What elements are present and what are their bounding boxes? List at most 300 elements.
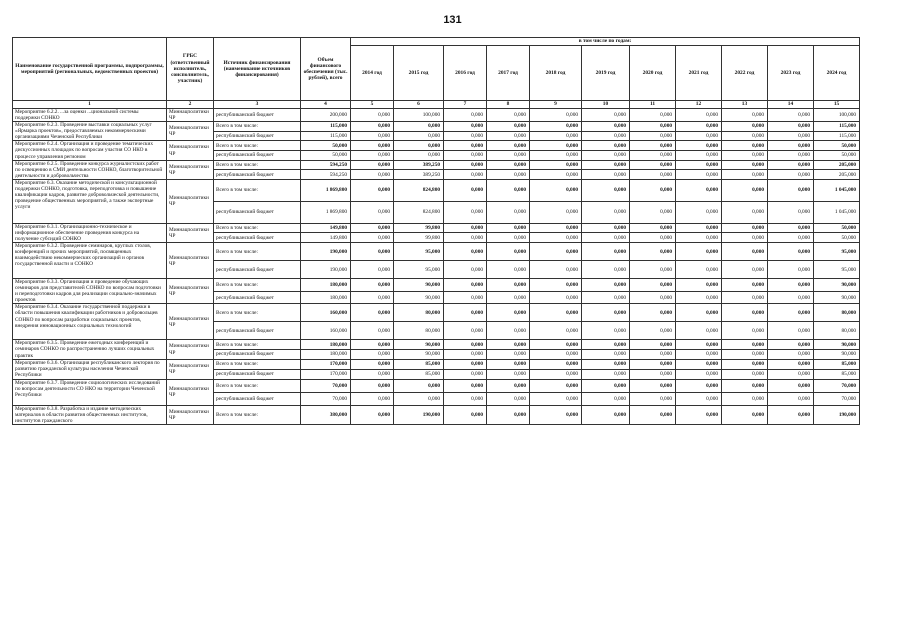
year-value-cell: 0,000 — [722, 322, 768, 340]
year-value-cell: 0,000 — [351, 160, 394, 170]
header-year: 2016 год — [444, 46, 487, 101]
source-cell: Всего в том числе: — [214, 179, 301, 201]
year-value-cell: 0,000 — [487, 233, 530, 243]
year-value-cell: 0,000 — [676, 291, 722, 304]
column-number: 7 — [444, 101, 487, 109]
year-value-cell: 0,000 — [351, 392, 394, 405]
total-cell: 1 869,800 — [301, 201, 351, 223]
year-value-cell: 0,000 — [582, 322, 630, 340]
year-value-cell: 0,000 — [768, 340, 814, 350]
year-value-cell: 0,000 — [630, 201, 676, 223]
year-value-cell: 0,000 — [487, 201, 530, 223]
year-value-cell: 0,000 — [722, 109, 768, 122]
year-value-cell: 0,000 — [582, 291, 630, 304]
year-value-cell: 0,000 — [487, 170, 530, 180]
year-value-cell: 0,000 — [351, 233, 394, 243]
year-value-cell: 0,000 — [351, 131, 394, 141]
source-cell: Всего в том числе: — [214, 279, 301, 292]
year-value-cell: 0,000 — [487, 350, 530, 360]
year-value-cell: 0,000 — [630, 160, 676, 170]
total-cell: 170,000 — [301, 359, 351, 369]
year-value-cell: 0,000 — [444, 233, 487, 243]
year-value-cell: 0,000 — [530, 279, 582, 292]
year-value-cell: 100,000 — [394, 109, 444, 122]
total-cell: 180,000 — [301, 340, 351, 350]
year-value-cell: 0,000 — [530, 179, 582, 201]
grbs-cell: Миннацполитики ЧР — [167, 340, 214, 359]
year-value-cell: 0,000 — [630, 291, 676, 304]
year-value-cell: 0,000 — [351, 201, 394, 223]
column-number: 15 — [814, 101, 860, 109]
grbs-cell: Миннацполитики ЧР — [167, 109, 214, 122]
header-grbs: ГРБС (ответственный исполнитель, соисполнитель, участник) — [167, 38, 214, 101]
year-value-cell: 90,000 — [394, 340, 444, 350]
total-cell: 594,250 — [301, 170, 351, 180]
source-cell: Всего в том числе: — [214, 304, 301, 322]
column-number: 2 — [167, 101, 214, 109]
year-value-cell: 0,000 — [487, 392, 530, 405]
grbs-cell: Миннацполитики ЧР — [167, 279, 214, 304]
grbs-cell: Миннацполитики ЧР — [167, 141, 214, 160]
year-value-cell: 99,800 — [394, 223, 444, 233]
year-value-cell: 0,000 — [630, 369, 676, 379]
grbs-cell: Миннацполитики ЧР — [167, 122, 214, 141]
year-value-cell: 0,000 — [351, 291, 394, 304]
year-value-cell: 0,000 — [676, 350, 722, 360]
year-value-cell: 100,000 — [814, 109, 860, 122]
year-value-cell: 0,000 — [768, 379, 814, 392]
header-year: 2022 год — [722, 46, 768, 101]
year-value-cell: 190,000 — [814, 405, 860, 424]
header-year: 2014 год — [351, 46, 394, 101]
year-value-cell: 0,000 — [676, 405, 722, 424]
column-number: 5 — [351, 101, 394, 109]
total-cell: 115,000 — [301, 131, 351, 141]
year-value-cell: 0,000 — [444, 109, 487, 122]
year-value-cell: 0,000 — [630, 279, 676, 292]
year-value-cell: 0,000 — [394, 151, 444, 161]
column-number: 3 — [214, 101, 301, 109]
year-value-cell: 0,000 — [487, 243, 530, 261]
year-value-cell: 0,000 — [722, 141, 768, 151]
year-value-cell: 0,000 — [630, 304, 676, 322]
year-value-cell: 0,000 — [351, 170, 394, 180]
year-value-cell: 0,000 — [444, 170, 487, 180]
year-value-cell: 0,000 — [676, 109, 722, 122]
source-cell: Всего в том числе: — [214, 379, 301, 392]
year-value-cell: 0,000 — [530, 392, 582, 405]
table-row — [13, 109, 860, 122]
year-value-cell: 0,000 — [394, 122, 444, 132]
year-value-cell: 0,000 — [582, 243, 630, 261]
year-value-cell: 0,000 — [676, 243, 722, 261]
source-cell: республиканский бюджет — [214, 291, 301, 304]
activity-name: Мероприятие 6.3.4. Оказание государственной поддержки в области повышения квалификации работников и добровольцев СОНКО по вопросам разработки социальных проектов, внедрения инновационных социальных технологий — [13, 304, 167, 340]
year-value-cell: 0,000 — [444, 340, 487, 350]
year-value-cell: 0,000 — [582, 141, 630, 151]
year-value-cell: 0,000 — [530, 379, 582, 392]
year-value-cell: 0,000 — [768, 261, 814, 279]
table-row — [13, 340, 860, 350]
year-value-cell: 0,000 — [630, 359, 676, 369]
year-value-cell: 90,000 — [814, 291, 860, 304]
year-value-cell: 80,000 — [814, 322, 860, 340]
year-value-cell: 0,000 — [676, 141, 722, 151]
year-value-cell: 85,000 — [814, 359, 860, 369]
source-cell: республиканский бюджет — [214, 261, 301, 279]
year-value-cell: 50,000 — [814, 223, 860, 233]
year-value-cell: 0,000 — [444, 322, 487, 340]
column-number: 4 — [301, 101, 351, 109]
year-value-cell: 0,000 — [676, 233, 722, 243]
year-value-cell: 0,000 — [722, 233, 768, 243]
year-value-cell: 0,000 — [394, 392, 444, 405]
total-cell: 190,000 — [301, 243, 351, 261]
column-number: 10 — [582, 101, 630, 109]
year-value-cell: 0,000 — [768, 359, 814, 369]
activity-name: Мероприятие 6.3.2. Проведение семинаров, круглых столов, конференций и прочих мероприятий, посвященных взаимодействию некоммерческих организаций и органов государственной власти и СОНКО — [13, 243, 167, 279]
year-value-cell: 0,000 — [487, 261, 530, 279]
year-value-cell: 0,000 — [530, 350, 582, 360]
year-value-cell: 0,000 — [582, 170, 630, 180]
year-value-cell: 0,000 — [582, 109, 630, 122]
year-value-cell: 0,000 — [444, 350, 487, 360]
year-value-cell: 0,000 — [351, 141, 394, 151]
header-year: 2018 год — [530, 46, 582, 101]
year-value-cell: 0,000 — [530, 141, 582, 151]
year-value-cell: 0,000 — [444, 201, 487, 223]
year-value-cell: 205,000 — [814, 170, 860, 180]
table-row — [13, 405, 860, 424]
year-value-cell: 0,000 — [444, 223, 487, 233]
activity-name: Мероприятие 6.3.1. Организационно-техническое и информационное обеспечение проведения конкурса на получение субсидий СОНКО — [13, 223, 167, 242]
total-cell: 190,000 — [301, 261, 351, 279]
year-value-cell: 0,000 — [487, 179, 530, 201]
year-value-cell: 0,000 — [630, 405, 676, 424]
year-value-cell: 0,000 — [676, 369, 722, 379]
activity-name: Мероприятие 6.2.2. ...за оценки ...циональной системы поддержки СОНКО — [13, 109, 167, 122]
source-cell: республиканский бюджет — [214, 322, 301, 340]
year-value-cell: 0,000 — [444, 243, 487, 261]
grbs-cell: Миннацполитики ЧР — [167, 379, 214, 405]
year-value-cell: 0,000 — [487, 359, 530, 369]
year-value-cell: 0,000 — [768, 350, 814, 360]
year-value-cell: 0,000 — [722, 160, 768, 170]
year-value-cell: 0,000 — [768, 322, 814, 340]
total-cell: 180,000 — [301, 279, 351, 292]
year-value-cell: 0,000 — [722, 261, 768, 279]
year-value-cell: 0,000 — [582, 223, 630, 233]
year-value-cell: 0,000 — [351, 151, 394, 161]
year-value-cell: 0,000 — [351, 359, 394, 369]
year-value-cell: 0,000 — [444, 122, 487, 132]
column-number: 11 — [630, 101, 676, 109]
year-value-cell: 0,000 — [722, 392, 768, 405]
year-value-cell: 0,000 — [768, 170, 814, 180]
year-value-cell: 0,000 — [394, 141, 444, 151]
total-cell: 70,000 — [301, 379, 351, 392]
year-value-cell: 95,000 — [394, 243, 444, 261]
year-value-cell: 0,000 — [768, 279, 814, 292]
year-value-cell: 0,000 — [676, 131, 722, 141]
table-row — [13, 179, 860, 201]
source-cell: республиканский бюджет — [214, 369, 301, 379]
financing-table — [12, 37, 860, 425]
year-value-cell: 0,000 — [722, 243, 768, 261]
total-cell: 149,800 — [301, 223, 351, 233]
year-value-cell: 80,000 — [394, 322, 444, 340]
year-value-cell: 0,000 — [582, 233, 630, 243]
year-value-cell: 0,000 — [530, 322, 582, 340]
year-value-cell: 0,000 — [676, 322, 722, 340]
year-value-cell: 0,000 — [487, 379, 530, 392]
year-value-cell: 0,000 — [630, 379, 676, 392]
year-value-cell: 0,000 — [630, 350, 676, 360]
year-value-cell: 0,000 — [444, 160, 487, 170]
year-value-cell: 0,000 — [630, 261, 676, 279]
year-value-cell: 90,000 — [814, 350, 860, 360]
activity-name: Мероприятие 6.3.6. Организация республиканского лектория по развитию гражданской культуры населения Чеченской Республики — [13, 359, 167, 379]
source-cell: Всего в том числе: — [214, 340, 301, 350]
year-value-cell: 0,000 — [351, 279, 394, 292]
grbs-cell: Миннацполитики ЧР — [167, 160, 214, 179]
grbs-cell: Миннацполитики ЧР — [167, 223, 214, 242]
year-value-cell: 0,000 — [768, 243, 814, 261]
column-number: 6 — [394, 101, 444, 109]
year-value-cell: 0,000 — [582, 350, 630, 360]
source-cell: республиканский бюджет — [214, 151, 301, 161]
year-value-cell: 0,000 — [676, 392, 722, 405]
year-value-cell: 0,000 — [487, 141, 530, 151]
year-value-cell: 90,000 — [394, 279, 444, 292]
total-cell: 160,000 — [301, 322, 351, 340]
year-value-cell: 0,000 — [351, 223, 394, 233]
table-row — [13, 243, 860, 261]
year-value-cell: 50,000 — [814, 141, 860, 151]
year-value-cell: 115,000 — [814, 131, 860, 141]
year-value-cell: 0,000 — [444, 279, 487, 292]
column-number: 8 — [487, 101, 530, 109]
year-value-cell: 0,000 — [768, 304, 814, 322]
year-value-cell: 0,000 — [722, 350, 768, 360]
year-value-cell: 0,000 — [722, 304, 768, 322]
year-value-cell: 0,000 — [768, 141, 814, 151]
year-value-cell: 0,000 — [530, 151, 582, 161]
year-value-cell: 0,000 — [444, 141, 487, 151]
activity-name: Мероприятие 6.3.5. Проведение ежегодных конференций и семинаров СОНКО по распространению лучших социальных практик — [13, 340, 167, 359]
year-value-cell: 0,000 — [582, 131, 630, 141]
grbs-cell: Миннацполитики ЧР — [167, 359, 214, 379]
year-value-cell: 80,000 — [814, 304, 860, 322]
year-value-cell: 99,800 — [394, 233, 444, 243]
year-value-cell: 0,000 — [630, 151, 676, 161]
year-value-cell: 0,000 — [630, 243, 676, 261]
source-cell: республиканский бюджет — [214, 170, 301, 180]
year-value-cell: 0,000 — [444, 405, 487, 424]
year-value-cell: 0,000 — [351, 405, 394, 424]
year-value-cell: 0,000 — [351, 340, 394, 350]
year-value-cell: 0,000 — [676, 160, 722, 170]
header-total: Объем финансового обеспечения (тыс. рублей), всего — [301, 38, 351, 101]
year-value-cell: 0,000 — [444, 261, 487, 279]
source-cell: Всего в том числе: — [214, 160, 301, 170]
year-value-cell: 205,000 — [814, 160, 860, 170]
total-cell: 594,250 — [301, 160, 351, 170]
source-cell: республиканский бюджет — [214, 109, 301, 122]
year-value-cell: 0,000 — [487, 291, 530, 304]
year-value-cell: 0,000 — [676, 359, 722, 369]
table-row — [13, 379, 860, 392]
year-value-cell: 0,000 — [530, 131, 582, 141]
year-value-cell: 0,000 — [582, 304, 630, 322]
year-value-cell: 0,000 — [676, 170, 722, 180]
year-value-cell: 0,000 — [768, 179, 814, 201]
activity-name: Мероприятие 6.2.3. Проведение выставки социальных услуг «Ярмарка проектов», предоставляемых некоммерческими организациями Чеченской Республики — [13, 122, 167, 141]
year-value-cell: 0,000 — [351, 109, 394, 122]
total-cell: 200,000 — [301, 109, 351, 122]
year-value-cell: 0,000 — [487, 160, 530, 170]
grbs-cell: Миннацполитики ЧР — [167, 243, 214, 279]
year-value-cell: 0,000 — [582, 359, 630, 369]
year-value-cell: 0,000 — [582, 340, 630, 350]
year-value-cell: 0,000 — [630, 392, 676, 405]
year-value-cell: 0,000 — [676, 279, 722, 292]
year-value-cell: 0,000 — [530, 369, 582, 379]
total-cell: 149,800 — [301, 233, 351, 243]
year-value-cell: 0,000 — [351, 179, 394, 201]
year-value-cell: 0,000 — [530, 243, 582, 261]
header-year: 2015 год — [394, 46, 444, 101]
year-value-cell: 0,000 — [351, 243, 394, 261]
year-value-cell: 0,000 — [487, 369, 530, 379]
year-value-cell: 0,000 — [582, 405, 630, 424]
table-row — [13, 304, 860, 322]
year-value-cell: 0,000 — [444, 369, 487, 379]
year-value-cell: 0,000 — [722, 122, 768, 132]
total-cell: 180,000 — [301, 350, 351, 360]
year-value-cell: 95,000 — [394, 261, 444, 279]
year-value-cell: 0,000 — [582, 122, 630, 132]
year-value-cell: 0,000 — [768, 122, 814, 132]
year-value-cell: 0,000 — [487, 131, 530, 141]
year-value-cell: 0,000 — [487, 109, 530, 122]
year-value-cell: 0,000 — [630, 322, 676, 340]
year-value-cell: 0,000 — [676, 379, 722, 392]
table-row — [13, 279, 860, 292]
header-year: 2024 год — [814, 46, 860, 101]
year-value-cell: 0,000 — [394, 131, 444, 141]
column-number: 9 — [530, 101, 582, 109]
year-value-cell: 0,000 — [722, 179, 768, 201]
source-cell: республиканский бюджет — [214, 201, 301, 223]
year-value-cell: 115,000 — [814, 122, 860, 132]
year-value-cell: 0,000 — [444, 304, 487, 322]
year-value-cell: 1 045,000 — [814, 179, 860, 201]
year-value-cell: 0,000 — [768, 131, 814, 141]
year-value-cell: 0,000 — [722, 223, 768, 233]
source-cell: республиканский бюджет — [214, 131, 301, 141]
year-value-cell: 0,000 — [722, 340, 768, 350]
year-value-cell: 0,000 — [630, 340, 676, 350]
year-value-cell: 0,000 — [630, 122, 676, 132]
year-value-cell: 0,000 — [487, 340, 530, 350]
year-value-cell: 0,000 — [722, 291, 768, 304]
table-row — [13, 160, 860, 170]
header-years-group: в том числе по годам: — [351, 38, 860, 46]
year-value-cell: 0,000 — [630, 141, 676, 151]
year-value-cell: 0,000 — [487, 304, 530, 322]
year-value-cell: 0,000 — [444, 151, 487, 161]
year-value-cell: 0,000 — [530, 405, 582, 424]
year-value-cell: 0,000 — [768, 201, 814, 223]
year-value-cell: 0,000 — [487, 322, 530, 340]
year-value-cell: 0,000 — [768, 151, 814, 161]
year-value-cell: 0,000 — [630, 233, 676, 243]
year-value-cell: 0,000 — [630, 131, 676, 141]
year-value-cell: 50,000 — [814, 233, 860, 243]
year-value-cell: 0,000 — [768, 109, 814, 122]
header-year: 2017 год — [487, 46, 530, 101]
source-cell: Всего в том числе: — [214, 405, 301, 424]
total-cell: 1 869,800 — [301, 179, 351, 201]
year-value-cell: 0,000 — [722, 131, 768, 141]
source-cell: Всего в том числе: — [214, 223, 301, 233]
year-value-cell: 70,000 — [814, 379, 860, 392]
table-row — [13, 122, 860, 132]
year-value-cell: 0,000 — [487, 223, 530, 233]
year-value-cell: 0,000 — [582, 279, 630, 292]
year-value-cell: 95,000 — [814, 261, 860, 279]
year-value-cell: 0,000 — [530, 201, 582, 223]
column-number: 12 — [676, 101, 722, 109]
total-cell: 115,000 — [301, 122, 351, 132]
activity-name: Мероприятие 6.3. Оказание методической и консультационной поддержки СОНКО, подготовка, переподготовка и повышение квалификации кадров, развитие добровольческой деятельности, проведение общественных мероприятий, а также экспертные услуги — [13, 179, 167, 223]
year-value-cell: 0,000 — [444, 379, 487, 392]
year-value-cell: 0,000 — [351, 122, 394, 132]
year-value-cell: 0,000 — [394, 379, 444, 392]
source-cell: Всего в том числе: — [214, 359, 301, 369]
year-value-cell: 0,000 — [676, 261, 722, 279]
table-row — [13, 141, 860, 151]
year-value-cell: 0,000 — [768, 405, 814, 424]
year-value-cell: 0,000 — [582, 392, 630, 405]
year-value-cell: 50,000 — [814, 151, 860, 161]
year-value-cell: 0,000 — [722, 170, 768, 180]
header-year: 2021 год — [676, 46, 722, 101]
year-value-cell: 0,000 — [487, 151, 530, 161]
activity-name: Мероприятие 6.3.3. Организация и проведение обучающих семинаров для представителей СОНКО по вопросам подготовки и переподготовки кадров для реализации социально-значимых проектов — [13, 279, 167, 304]
source-cell: Всего в том числе: — [214, 243, 301, 261]
year-value-cell: 0,000 — [530, 122, 582, 132]
year-value-cell: 0,000 — [722, 405, 768, 424]
column-number: 14 — [768, 101, 814, 109]
year-value-cell: 0,000 — [676, 304, 722, 322]
source-cell: Всего в том числе: — [214, 122, 301, 132]
year-value-cell: 0,000 — [722, 369, 768, 379]
year-value-cell: 90,000 — [814, 279, 860, 292]
source-cell: Всего в том числе: — [214, 141, 301, 151]
year-value-cell: 0,000 — [582, 261, 630, 279]
year-value-cell: 0,000 — [676, 201, 722, 223]
year-value-cell: 85,000 — [394, 369, 444, 379]
year-value-cell: 0,000 — [444, 392, 487, 405]
year-value-cell: 90,000 — [394, 350, 444, 360]
year-value-cell: 0,000 — [582, 151, 630, 161]
year-value-cell: 0,000 — [444, 131, 487, 141]
year-value-cell: 0,000 — [630, 223, 676, 233]
year-value-cell: 0,000 — [444, 291, 487, 304]
year-value-cell: 0,000 — [676, 122, 722, 132]
